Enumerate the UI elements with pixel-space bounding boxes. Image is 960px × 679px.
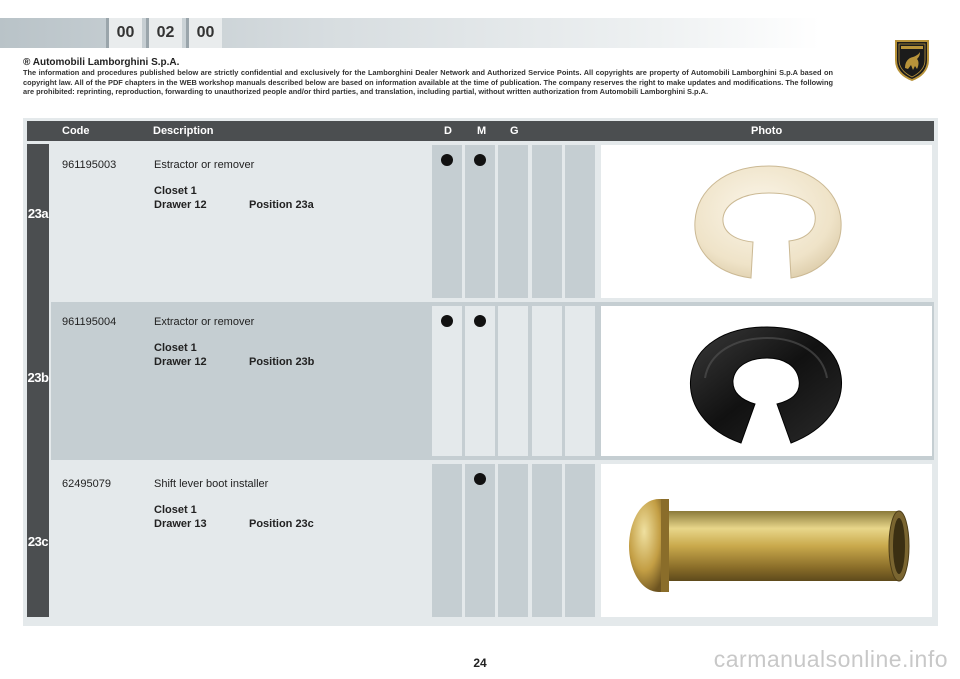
tool-drawer: Drawer 12 xyxy=(154,199,207,211)
tool-closet: Closet 1 xyxy=(154,185,197,197)
column-header-g: G xyxy=(510,125,519,137)
bullet-icon xyxy=(441,315,453,327)
brass-installer-tube-icon xyxy=(601,464,932,617)
column-empty-cell xyxy=(565,464,595,617)
column-d-cell xyxy=(432,306,462,456)
tool-closet: Closet 1 xyxy=(154,342,197,354)
tool-drawer: Drawer 12 xyxy=(154,356,207,368)
column-header-m: M xyxy=(477,125,487,137)
column-empty-cell xyxy=(565,306,595,456)
column-g-cell xyxy=(498,464,528,617)
tool-photo xyxy=(601,306,932,456)
tool-position: Position 23c xyxy=(249,518,314,530)
tool-photo xyxy=(601,464,932,617)
column-m-cell xyxy=(465,464,495,617)
lamborghini-logo xyxy=(892,38,932,82)
tool-position: Position 23b xyxy=(249,356,315,368)
tool-photo xyxy=(601,145,932,298)
tool-closet: Closet 1 xyxy=(154,504,197,516)
column-d-cell xyxy=(432,464,462,617)
column-m-cell xyxy=(465,306,495,456)
column-empty-cell xyxy=(565,145,595,298)
row-label: 23c xyxy=(27,534,49,549)
black-c-ring-icon xyxy=(601,306,932,456)
column-header-photo: Photo xyxy=(751,125,783,137)
tool-description: Estractor or remover xyxy=(154,159,255,171)
column-g-cell xyxy=(498,145,528,298)
column-empty-cell xyxy=(532,145,562,298)
tools-table xyxy=(23,118,938,626)
confidentiality-notice: The information and procedures published below are strictly confidential and exclusively for the Lamborghini Dealer Network and Authorized Service Points. All copyrights are property of Automobili Lamborghini S.p.A based on copyright law. All of the PDF chapters in the WEB workshop manuals described below are based on information available at the time of publication. The company reserves the right to make updates and modifications. The following are prohibited: reprinting, reproduction, forwarding to unauthorized people and/or third parties, and translation, including partial, without written authorization from Automobili Lamborghini S.p.A. xyxy=(23,68,833,97)
section-code xyxy=(106,18,222,48)
tool-drawer: Drawer 13 xyxy=(154,518,207,530)
row-label: 23b xyxy=(27,370,49,385)
white-c-ring-icon xyxy=(601,145,932,298)
bullet-icon xyxy=(474,315,486,327)
table-row xyxy=(51,145,934,298)
company-name: ® Automobili Lamborghini S.p.A. xyxy=(23,57,180,68)
column-empty-cell xyxy=(532,464,562,617)
column-header-description: Description xyxy=(153,125,214,137)
bullet-icon xyxy=(474,154,486,166)
bullet-icon xyxy=(441,154,453,166)
column-empty-cell xyxy=(532,306,562,456)
table-row xyxy=(51,302,934,460)
column-d-cell xyxy=(432,145,462,298)
tool-code: 961195004 xyxy=(62,316,117,328)
watermark: carmanualsonline.info xyxy=(713,646,948,672)
tool-description: Extractor or remover xyxy=(154,316,255,328)
column-header-code: Code xyxy=(62,125,90,137)
tool-description: Shift lever boot installer xyxy=(154,478,269,490)
table-header xyxy=(27,121,934,141)
tool-position: Position 23a xyxy=(249,199,314,211)
section-code-part: 00 xyxy=(106,18,142,48)
column-g-cell xyxy=(498,306,528,456)
column-m-cell xyxy=(465,145,495,298)
tool-code: 961195003 xyxy=(62,159,117,171)
bullet-icon xyxy=(474,473,486,485)
section-code-part: 02 xyxy=(146,18,182,48)
page-number: 24 xyxy=(473,656,487,670)
tool-code: 62495079 xyxy=(62,478,111,490)
section-code-part: 00 xyxy=(186,18,222,48)
row-label: 23a xyxy=(27,206,49,221)
column-header-d: D xyxy=(444,125,452,137)
table-row xyxy=(51,464,934,617)
